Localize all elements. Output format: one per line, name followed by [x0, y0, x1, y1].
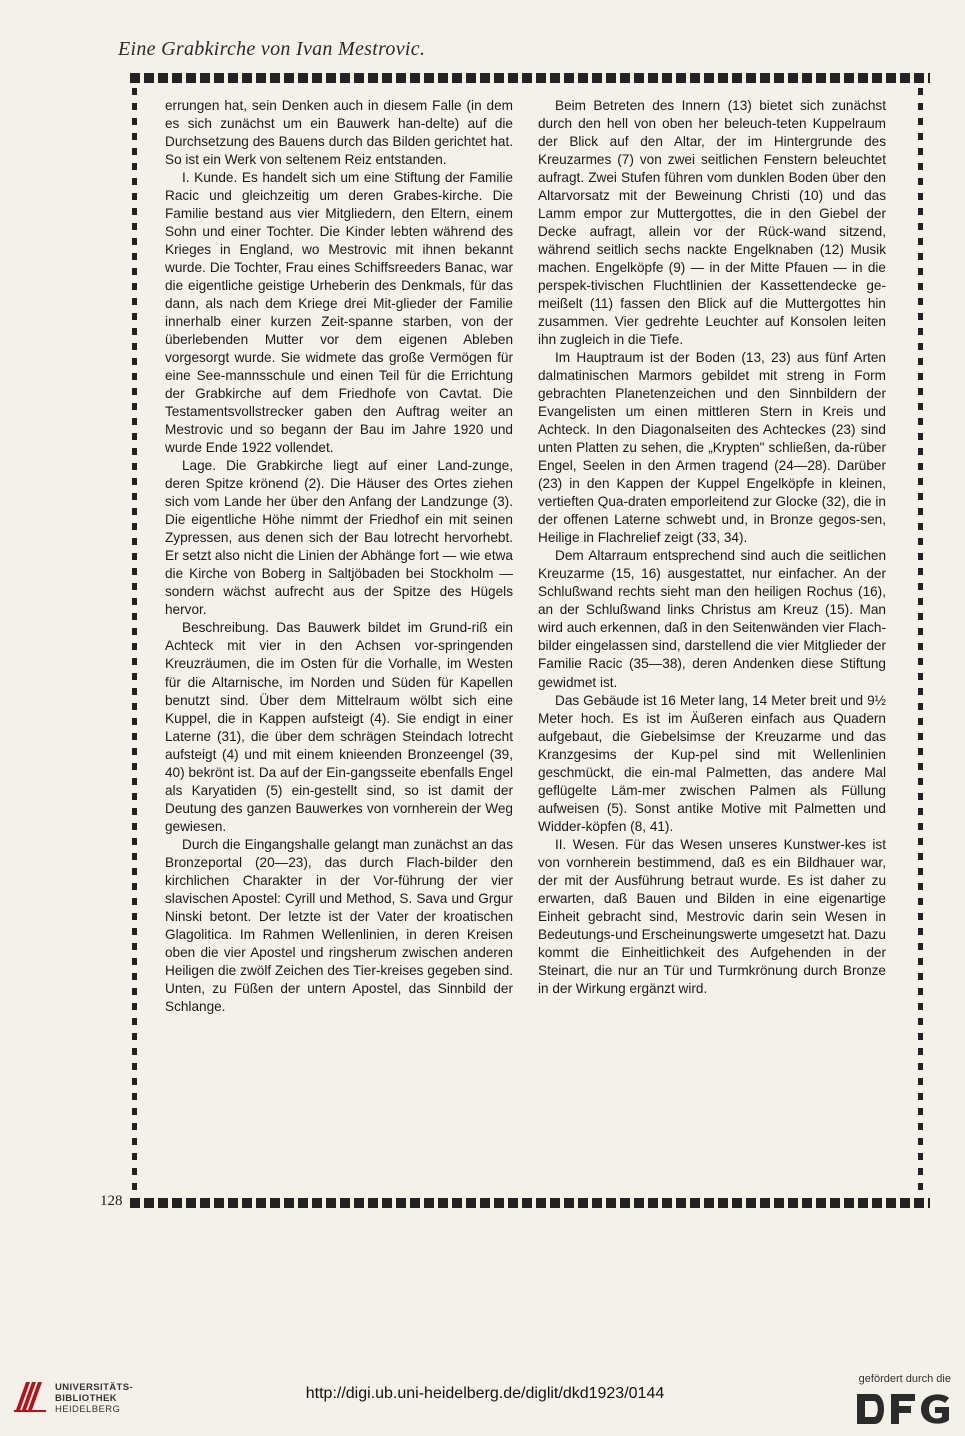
funding-caption: gefördert durch die: [858, 1373, 951, 1385]
library-name: UNIVERSITÄTS- BIBLIOTHEK HEIDELBERG: [55, 1382, 134, 1415]
paragraph: Beim Betreten des Innern (13) bietet sich zunächst durch den hell von oben her beleuch-teten Kuppelraum der Blick auf den Altar, der im Hintergrunde des Kreuzarmes (7) von zwei seitlichen Fenstern beleuchtet aufragt. Zwei Stufen führen vom dunklen Boden über den Altarvorsatz mit der Beweinung Christi (10) und das Lamm empor zur Muttergottes, die in den Giebel der Decke aufragt, allein vor der Rück-wand sitzend, während seitlich sechs nackte Engelknaben (12) Musik machen. Engelköpfe (9) — in der Mitte Pfauen — in die perspek-tivischen Fluchtlinien der Kassettendecke ge-meißelt (11) fassen den Blick auf die Muttergottes hin zusammen. Vier gedrehte Leuchter auf Konsolen leiten ihn zugleich in die Tiefe.: [538, 98, 886, 348]
page-number: 128: [100, 1193, 123, 1209]
paragraph: Lage. Die Grabkirche liegt auf einer Land-zunge, deren Spitze krönend (2). Die Häuser des Ortes ziehen sich vom Lande her über den Anfang der Landzunge (3). Die eigentliche Höhe nimmt der Friedhof ein mit seinen Zypressen, aus denen sich der Bau lotrecht hervorhebt. Er setzt also nicht die Linien der Abhänge fort — wie etwa die Kirche von Boberg in Saltjöbaden bei Stockholm — sondern wächst aufrecht aus der Spitze des Hügels hervor.: [165, 458, 513, 618]
paragraph: I. Kunde. Es handelt sich um eine Stiftung der Familie Racic und gleichzeitig um deren Grabes-kirche. Die Familie bestand aus vier Mitgliedern, den Eltern, einem Sohn und einer Tochter. Die Kinder lebten während des Krieges in England, wo Mestrovic mit ihnen bekannt wurde. Die Tochter, Frau eines Schiffsreeders Banac, war die eigentliche geistige Urheberin des Denkmals, für das dann, als nach dem Kriege drei Mit-glieder der Familie innerhalb einer kurzen Zeit-spanne starben, von der überlebenden Mutter vor dem eigenen Ableben vorgesorgt wurde. Sie widmete das große Vermögen für eine See-mannsschule und einen Teil für die Errichtung der Grabkirche auf dem Friedhofe von Cavtat. Die Testamentsvollstrecker gaben den Auftrag weiter an Mestrovic und so begann der Bau im Jahre 1920 und wurde Ende 1922 vollendet.: [165, 170, 513, 456]
permalink-url[interactable]: http://digi.ub.uni-heidelberg.de/diglit/dkd1923/0144: [305, 1385, 665, 1402]
ornamental-border-bottom: [130, 1198, 930, 1208]
ornamental-border-left: [132, 88, 137, 1194]
paragraph: Durch die Eingangshalle gelangt man zunächst an das Bronzeportal (20—23), das durch Flach-bilder den kirchlichen Charakter in der Vor-führung der vier slavischen Apostel: Cyrill und Method, S. Sava und Grgur Ninski betont. Der letzte ist der Vater der kroatischen Glagolitica. Im Rahmen Wellenlinien, in deren Kreisen oben die vier Apostel und ringsherum zwischen anderen Heiligen die zwölf Zeichen des Tier-kreises gegeben sind. Unten, zu Füßen der untern Apostel, das Sinnbild der Schlange.: [165, 836, 513, 1014]
dfg-logo-icon[interactable]: [855, 1390, 951, 1430]
digitization-footer: [0, 1370, 965, 1436]
paragraph: errungen hat, sein Denken auch in diesem Falle (in dem es sich zunächst um ein Bauwerk han-delte) auf die Durchsetzung des Bauens durch das Bilden gerichtet hat. So ist ein Werk von seltenem Reiz entstanden.: [165, 98, 513, 168]
text-column-left: [165, 97, 513, 1016]
ornamental-border-top: [130, 73, 930, 83]
ub-heidelberg-logo-icon[interactable]: [12, 1378, 48, 1414]
ornamental-border-right: [918, 88, 923, 1194]
paragraph: Dem Altarraum entsprechend sind auch die seitlichen Kreuzarme (15, 16) ausgestattet, nur einfacher. An der Schlußwand rechts sieht man den heiligen Rochus (16), an der Schlußwand links Christus am Kreuz (15). Man wird auch erkennen, daß in den Seitenwänden vier Flach-bilder eingelassen sind, darstellend die vier Mitglieder der Familie Racic (35—38), deren Andenken diese Stiftung gewidmet ist.: [538, 548, 886, 690]
paragraph: Beschreibung. Das Bauwerk bildet im Grund-riß ein Achteck mit vier in den Achsen vor-springenden Kreuzräumen, die im Osten für die Vorhalle, im Westen für die Altarnische, im Norden und Süden für Kapellen benutzt sind. Über dem Mittelraum wölbt sich eine Kuppel, die in Kappen aufsteigt (4). Sie endigt in einer Laterne (31), die über dem schrägen Steindach lotrecht aufsteigt (4) und mit einem knieenden Bronzeengel (39, 40) bekrönt ist. Da auf der Ein-gangsseite ebenfalls Engel als Karyatiden (5) ein-gestellt sind, so ist damit der Deutung des ganzen Bauwerkes von vornherein der Weg gewiesen.: [165, 620, 513, 834]
text-column-right: [538, 97, 886, 998]
paragraph: Das Gebäude ist 16 Meter lang, 14 Meter breit und 9½ Meter hoch. Es ist im Äußeren einfach aus Quadern aufgebaut, die Giebelsimse der Kreuzarme und das Kranzgesims der Kup-pel sind mit Wellenlinien geschmückt, die ein-mal Palmetten, das andere Mal geflügelte Läm-mer zwischen Palmen als Füllung aufweisen (5). Sonst antike Motive mit Palmetten und Widder-köpfen (8, 41).: [538, 692, 886, 834]
paragraph: Im Hauptraum ist der Boden (13, 23) aus fünf Arten dalmatinischen Marmors gebildet mit streng in Form gebrachten Planetenzeichen und den Sinnbildern der Evangelisten um einen mittleren Stern in Kreis und Achteck. In den Diagonalseiten des Achteckes (23) sind unten Platten zu sehen, die „Krypten" schließen, da-rüber Engel, Seelen in den Armen tragend (24—28). Darüber (23) in den Kappen der Kuppel Engelköpfe in kleinen, vertieften Qua-draten emporleitend zur Glocke (32), die in der offenen Laterne schwebt und, in Bronze gegos-sen, Heilige in Flachrelief zeigt (33, 34).: [538, 350, 886, 546]
running-title: Eine Grabkirche von Ivan Mestrovic.: [118, 38, 426, 60]
paragraph: II. Wesen. Für das Wesen unseres Kunstwer-kes ist von vornherein bestimmend, daß es ein Bildhauer war, der mit der Ausführung betraut wurde. Es ist daher zu erwarten, daß Bauen und Bilden in eine eigenartige Einheit gebracht sind, Mestrovic darin sein Wesen in Bedeutungs-und Erscheinungswerte umgesetzt hat. Dazu kommt die Einheitlichkeit des Aufgehenden in der Steinart, die nur an Tür und Turmkrönung durch Bronze in der Wirkung ergänzt wird.: [538, 836, 886, 996]
